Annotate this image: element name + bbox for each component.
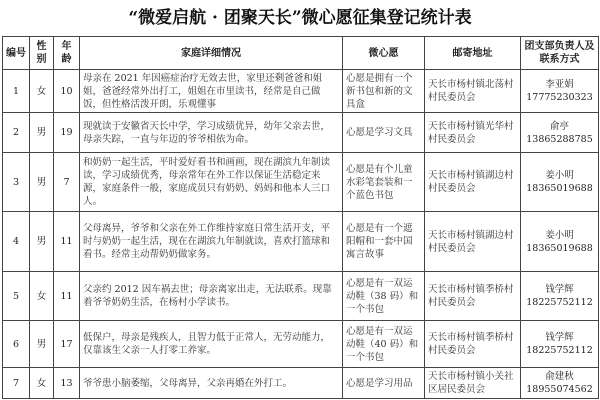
table-row: [3, 212, 599, 272]
header-age: 年龄: [54, 37, 80, 70]
table-header-row: [3, 37, 599, 70]
cell-address: 天长市杨村镇季桥村村民委员会: [425, 321, 521, 368]
cell-contact: [521, 368, 599, 399]
cell-address: 天长市杨村镇季桥村村民委员会: [425, 272, 521, 321]
cell-no: 5: [3, 272, 30, 321]
contact-name: 俞建秋: [545, 371, 574, 382]
cell-no: 6: [3, 321, 30, 368]
cell-contact: [521, 212, 599, 272]
cell-detail: 父亲约 2012 因车祸去世；母亲离家出走，无法联系。现靠着爷爷奶奶生活，在杨村小学读书。: [80, 272, 343, 321]
contact-name: 俞亭: [549, 120, 569, 132]
contact-phone: 18225752112: [526, 345, 593, 356]
cell-gender: 女: [30, 368, 54, 399]
cell-wish: 心愿是有一个遮阳帽和一套中国寓言故事: [343, 212, 425, 272]
cell-no: 4: [3, 212, 30, 272]
cell-address: 天长市杨村镇湖边村村民委员会: [425, 212, 521, 272]
cell-no: 3: [3, 153, 30, 212]
cell-address: 天长市杨村镇湖边村村民委员会: [425, 153, 521, 212]
table-row: [3, 368, 599, 399]
cell-age: 17: [54, 321, 80, 368]
cell-gender: 男: [30, 113, 54, 153]
contact-phone: 18225752112: [526, 297, 593, 308]
cell-detail: 父母离异，爷爷和父亲在外工作维持家庭日常生活开支，平时与奶奶一起生活，现在在湖滨九年制就读，喜欢打篮球和看书。经常主动帮奶奶做家务。: [80, 212, 343, 272]
contact-name: 钱学辉: [545, 332, 574, 343]
table-row: [3, 113, 599, 153]
cell-address: 天长市杨村镇光华村村民委员会: [425, 113, 521, 153]
cell-wish: 心愿是学习用品: [343, 368, 425, 399]
contact-name: 姜小明: [545, 170, 574, 181]
cell-gender: 男: [30, 212, 54, 272]
cell-age: 13: [54, 368, 80, 399]
cell-age: 19: [54, 113, 80, 153]
cell-no: 1: [3, 70, 30, 113]
contact-phone: 18365019688: [526, 183, 593, 194]
header-contact: 团支部负责人及联系方式: [521, 37, 599, 70]
cell-detail: 母亲在 2021 年因癌症治疗无效去世，家里还剩爸爸和姐姐，爸爸经常外出打工，姐姐在市里读书，经常是自己做饭，但性格活泼开朗，乐观懂事: [80, 70, 343, 113]
cell-wish: 心愿是学习文具: [343, 113, 425, 153]
header-detail: 家庭详细情况: [80, 37, 343, 70]
contact-phone: 13865288785: [526, 133, 593, 145]
page-title: “微爱启航 · 团聚天长”微心愿征集登记统计表: [128, 8, 472, 28]
table-row: [3, 153, 599, 212]
cell-gender: 男: [30, 321, 54, 368]
cell-wish: 心愿是有个儿童水彩笔套装和一个蓝色书包: [343, 153, 425, 212]
contact-name: 李亚娟: [545, 79, 574, 90]
cell-gender: 女: [30, 272, 54, 321]
cell-wish: 心愿是有一双运动鞋（40 码）和一个书包: [343, 321, 425, 368]
cell-age: 11: [54, 272, 80, 321]
cell-contact: [521, 70, 599, 113]
table-row: [3, 70, 599, 113]
cell-wish: 心愿是拥有一个新书包和新的文具盒: [343, 70, 425, 113]
cell-contact: [521, 113, 599, 153]
table-row: [3, 272, 599, 321]
cell-wish: 心愿是有一双运动鞋（38 码）和一个书包: [343, 272, 425, 321]
cell-age: 10: [54, 70, 80, 113]
table-row: [3, 321, 599, 368]
cell-no: 2: [3, 113, 30, 153]
wish-registration-table: [2, 36, 599, 399]
cell-address: 天长市杨村镇北荡村村民委员会: [425, 70, 521, 113]
contact-phone: 17775230323: [526, 92, 593, 103]
cell-detail: 现就读于安徽省天长中学，学习成绩优异，幼年父亲去世，母亲失踪，一直与年迈的爷爷相依为命。: [80, 113, 343, 153]
cell-contact: [521, 153, 599, 212]
contact-phone: 18365019688: [526, 242, 593, 254]
cell-address: 天长市杨村镇小关社区居民委员会: [425, 368, 521, 399]
cell-detail: 和奶奶一起生活，平时爱好看书和画画，现在湖滨九年制读读，学习成绩优秀，母亲常年在外工作以保证生活稳定来源，家庭条件一般，家庭成员只有奶奶、妈妈和他本人三口人。: [80, 153, 343, 212]
cell-age: 11: [54, 212, 80, 272]
cell-no: 7: [3, 368, 30, 399]
cell-contact: [521, 321, 599, 368]
header-address: 邮寄地址: [425, 37, 521, 70]
contact-name: 钱学辉: [545, 284, 574, 295]
cell-gender: 女: [30, 70, 54, 113]
header-no: 编号: [3, 37, 30, 70]
cell-detail: 爷爷患小脑萎缩，父母离异，父亲再婚在外打工。: [80, 368, 343, 399]
cell-detail: 低保户，母亲是残疾人，且智力低于正常人，无劳动能力，仅靠该生父亲一人打零工养家。: [80, 321, 343, 368]
header-gender: 性别: [30, 37, 54, 70]
contact-name: 姜小明: [545, 229, 574, 241]
header-wish: 微心愿: [343, 37, 425, 70]
contact-phone: 18955074562: [526, 384, 593, 395]
cell-contact: [521, 272, 599, 321]
cell-gender: 男: [30, 153, 54, 212]
cell-age: 7: [54, 153, 80, 212]
